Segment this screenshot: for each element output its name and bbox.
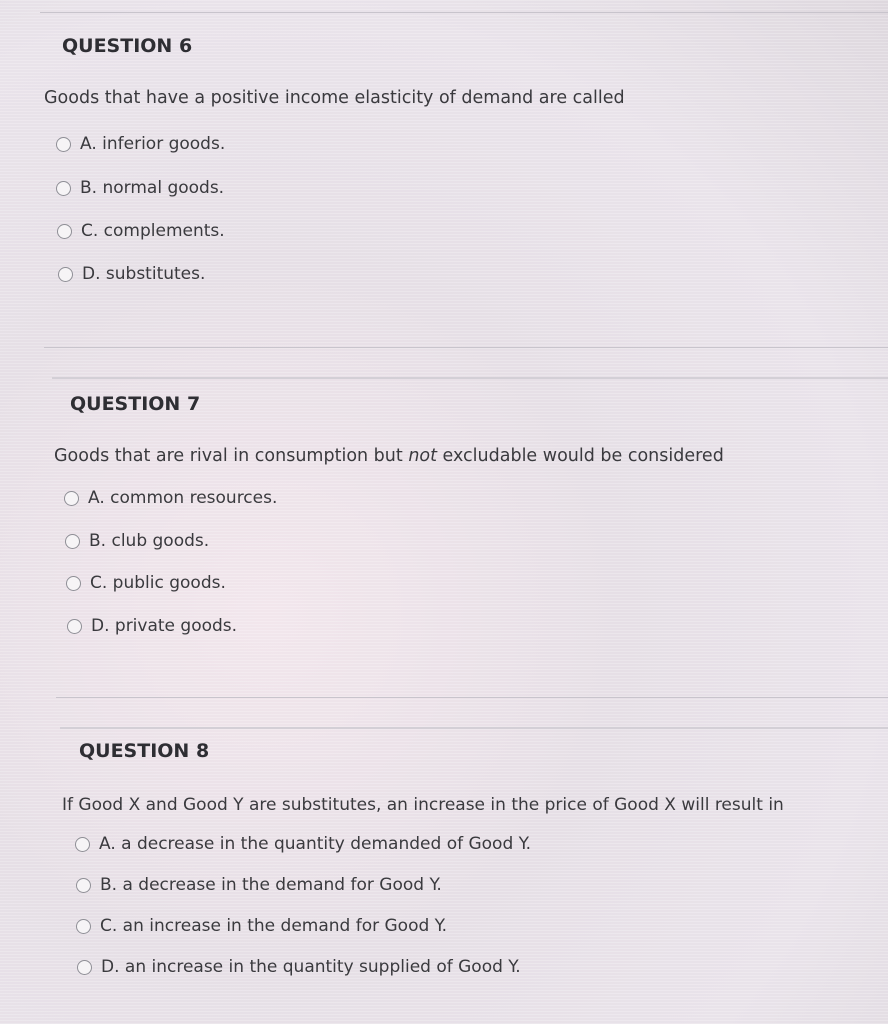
option-label: D. an increase in the quantity supplied of Good Y. bbox=[101, 957, 521, 977]
answer-option-a[interactable] bbox=[64, 488, 277, 508]
top-divider bbox=[40, 12, 888, 13]
answer-option-c[interactable] bbox=[76, 916, 447, 936]
answer-option-c[interactable] bbox=[57, 221, 225, 241]
answer-option-d[interactable] bbox=[67, 616, 237, 636]
radio-button[interactable] bbox=[66, 576, 81, 591]
question-prompt bbox=[54, 446, 724, 466]
question-title: QUESTION 7 bbox=[70, 393, 201, 415]
question-divider bbox=[44, 347, 888, 348]
radio-button[interactable] bbox=[64, 491, 79, 506]
prompt-text: excludable would be considered bbox=[436, 446, 724, 466]
answer-option-d[interactable] bbox=[77, 957, 521, 977]
radio-button[interactable] bbox=[67, 619, 82, 634]
question-divider bbox=[52, 377, 888, 379]
answer-option-b[interactable] bbox=[56, 178, 224, 198]
option-label: C. public goods. bbox=[90, 573, 226, 593]
answer-option-b[interactable] bbox=[65, 531, 209, 551]
radio-button[interactable] bbox=[76, 919, 91, 934]
radio-button[interactable] bbox=[58, 267, 73, 282]
radio-button[interactable] bbox=[76, 878, 91, 893]
radio-button[interactable] bbox=[77, 960, 92, 975]
option-label: A. a decrease in the quantity demanded of Good Y. bbox=[99, 834, 531, 854]
option-label: C. an increase in the demand for Good Y. bbox=[100, 916, 448, 936]
radio-button[interactable] bbox=[56, 181, 71, 196]
prompt-text: Goods that are rival in consumption but bbox=[54, 446, 409, 466]
radio-button[interactable] bbox=[57, 224, 72, 239]
radio-button[interactable] bbox=[65, 534, 80, 549]
radio-button[interactable] bbox=[56, 137, 71, 152]
option-label: B. club goods. bbox=[89, 531, 210, 551]
answer-option-c[interactable] bbox=[66, 573, 226, 593]
question-divider bbox=[60, 727, 888, 729]
question-prompt: If Good X and Good Y are substitutes, an increase in the price of Good X will result in bbox=[62, 795, 784, 815]
question-title: QUESTION 8 bbox=[79, 740, 210, 762]
answer-option-d[interactable] bbox=[58, 264, 205, 284]
option-label: D. private goods. bbox=[91, 616, 238, 636]
radio-button[interactable] bbox=[75, 837, 90, 852]
option-label: D. substitutes. bbox=[82, 264, 206, 284]
answer-option-a[interactable] bbox=[56, 134, 225, 154]
question-title: QUESTION 6 bbox=[62, 35, 193, 57]
option-label: B. normal goods. bbox=[80, 178, 225, 198]
option-label: C. complements. bbox=[81, 221, 225, 241]
question-divider bbox=[56, 697, 888, 698]
option-label: B. a decrease in the demand for Good Y. bbox=[100, 875, 442, 895]
question-prompt: Goods that have a positive income elasticity of demand are called bbox=[44, 88, 625, 108]
answer-option-b[interactable] bbox=[76, 875, 442, 895]
prompt-emphasis: not bbox=[408, 446, 437, 466]
answer-option-a[interactable] bbox=[75, 834, 531, 854]
option-label: A. inferior goods. bbox=[80, 134, 226, 154]
option-label: A. common resources. bbox=[88, 488, 278, 508]
